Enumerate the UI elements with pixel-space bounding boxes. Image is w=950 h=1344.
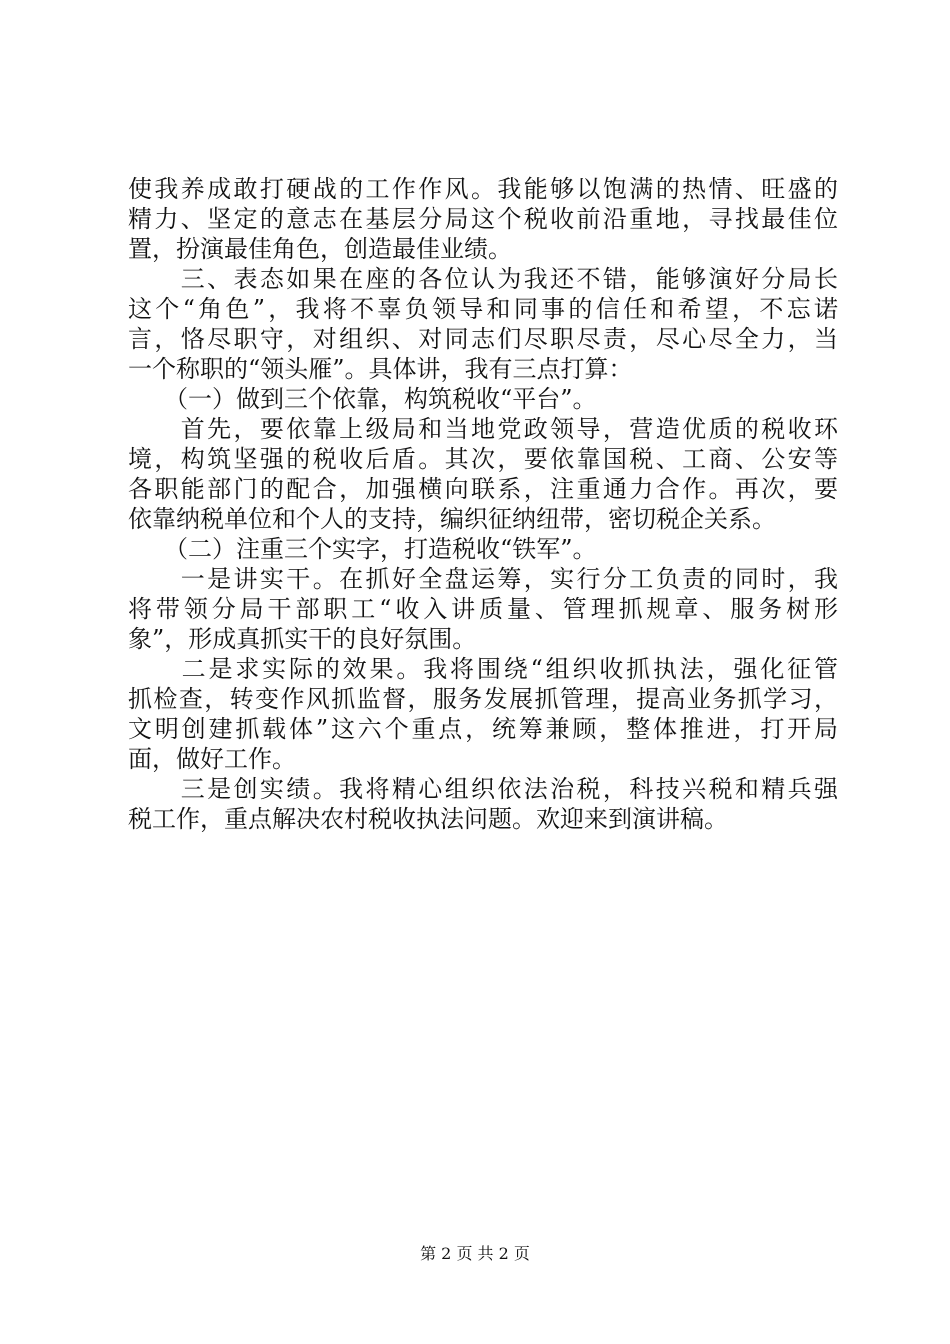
body-line: 依靠纳税单位和个人的支持，编织征纳纽带，密切税企关系。 xyxy=(128,505,776,533)
body-line: 言，恪尽职守，对组织、对同志们尽职尽责，尽心尽全力，当 xyxy=(128,325,838,353)
body-line: 象”，形成真抓实干的良好氛围。 xyxy=(128,625,477,653)
body-line: 面，做好工作。 xyxy=(128,745,296,773)
body-line: 二是求实际的效果。我将围绕“组织收抓执法，强化征管 xyxy=(128,655,838,683)
body-line: 境，构筑坚强的税收后盾。其次，要依靠国税、工商、公安等 xyxy=(128,445,838,473)
body-line: 三、表态如果在座的各位认为我还不错，能够演好分局长 xyxy=(128,265,838,293)
section-heading-1: （一）做到三个依靠，构筑税收“平台”。 xyxy=(128,385,597,413)
body-line: 各职能部门的配合，加强横向联系，注重通力合作。再次，要 xyxy=(128,475,838,503)
body-line: 置，扮演最佳角色，创造最佳业绩。 xyxy=(128,235,512,263)
body-line: 三是创实绩。我将精心组织依法治税，科技兴税和精兵强 xyxy=(128,775,838,803)
body-line: 这个“角色”，我将不辜负领导和同事的信任和希望，不忘诺 xyxy=(128,295,838,323)
body-line: 抓检查，转变作风抓监督，服务发展抓管理，提高业务抓学习， xyxy=(128,685,838,713)
body-line: 一是讲实干。在抓好全盘运筹，实行分工负责的同时，我 xyxy=(128,565,838,593)
body-line: 税工作，重点解决农村税收执法问题。欢迎来到演讲稿。 xyxy=(128,805,728,833)
page-number-footer: 第 2 页 共 2 页 xyxy=(420,1244,530,1263)
section-heading-2: （二）注重三个实字，打造税收“铁军”。 xyxy=(128,535,597,563)
body-line: 一个称职的“领头雁”。具体讲，我有三点打算： xyxy=(128,355,633,383)
body-line: 精力、坚定的意志在基层分局这个税收前沿重地，寻找最佳位 xyxy=(128,205,838,233)
body-line: 将带领分局干部职工“收入讲质量、管理抓规章、服务树形 xyxy=(128,595,838,623)
body-line: 文明创建抓载体”这六个重点，统筹兼顾，整体推进，打开局 xyxy=(128,715,838,743)
body-line: 使我养成敢打硬战的工作作风。我能够以饱满的热情、旺盛的 xyxy=(128,175,838,203)
body-line: 首先，要依靠上级局和当地党政领导，营造优质的税收环 xyxy=(128,415,838,443)
document-body xyxy=(128,174,838,834)
